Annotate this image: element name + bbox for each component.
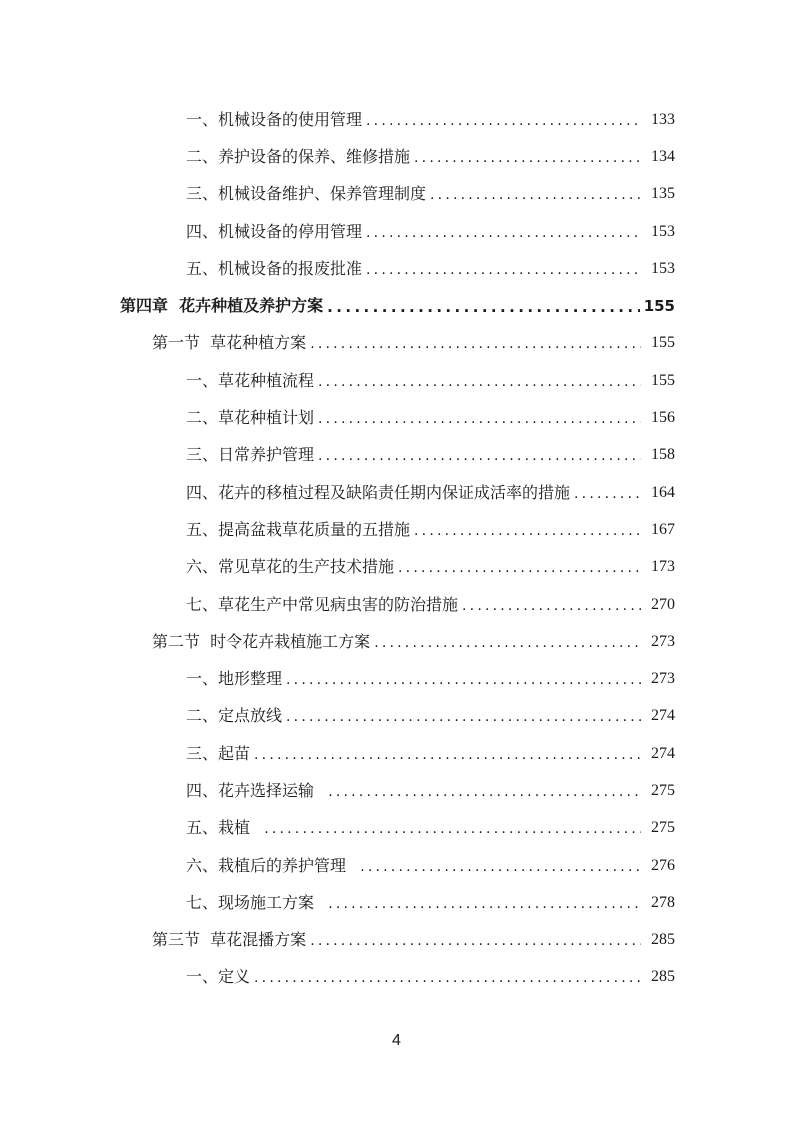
toc-entry-label: 四、花卉的移植过程及缺陷责任期内保证成活率的措施	[186, 482, 571, 502]
toc-section-entry[interactable]	[0, 922, 793, 959]
toc-entry[interactable]	[0, 959, 793, 996]
toc-entry-label: 三、起苗	[186, 743, 251, 763]
toc-entry-page: 164	[651, 483, 675, 501]
toc-entry-page: 273	[651, 670, 675, 688]
toc-entry[interactable]	[0, 437, 793, 474]
toc-dot-leader	[374, 633, 641, 653]
toc-dot-leader	[286, 670, 641, 690]
toc-dot-leader	[318, 446, 641, 466]
toc-entry[interactable]	[0, 549, 793, 586]
toc-entry[interactable]	[0, 362, 793, 399]
toc-entry-page: 275	[651, 781, 675, 799]
toc-dot-leader	[574, 484, 641, 504]
toc-dot-leader	[430, 185, 641, 205]
toc-entry-label: 七、现场施工方案	[186, 892, 325, 912]
toc-entry-label: 二、定点放线	[186, 706, 283, 726]
toc-entry-page: 274	[651, 707, 675, 725]
toc-entry-label: 七、草花生产中常见病虫害的防治措施	[186, 594, 459, 614]
toc-entry[interactable]	[0, 474, 793, 511]
toc-entry-label: 二、草花种植计划	[186, 408, 315, 428]
toc-dot-leader	[310, 334, 641, 354]
toc-entry-label: 第二节 时令花卉栽植施工方案	[152, 631, 371, 651]
toc-entry-label: 四、机械设备的停用管理	[186, 221, 363, 241]
toc-entry-label: 第四章 花卉种植及养护方案	[120, 296, 324, 316]
toc-entry-label: 一、地形整理	[186, 669, 283, 689]
toc-dot-leader	[360, 857, 641, 877]
toc-entry-page: 153	[651, 222, 675, 240]
toc-entry-page: 276	[651, 856, 675, 874]
toc-dot-leader	[366, 111, 641, 131]
toc-entry[interactable]	[0, 660, 793, 697]
toc-dot-leader	[318, 372, 641, 392]
toc-entry-page: 158	[651, 446, 675, 464]
toc-dot-leader	[414, 521, 641, 541]
toc-entry-page: 135	[651, 185, 675, 203]
toc-entry-page: 270	[651, 595, 675, 613]
toc-entry-page: 274	[651, 744, 675, 762]
toc-entry-page: 173	[651, 558, 675, 576]
toc-entry[interactable]	[0, 586, 793, 623]
toc-entry-label: 三、日常养护管理	[186, 445, 315, 465]
toc-dot-leader	[414, 148, 641, 168]
toc-entry-page: 285	[651, 968, 675, 986]
toc-dot-leader	[328, 894, 641, 914]
toc-entry-page: 153	[651, 259, 675, 277]
toc-dot-leader	[286, 707, 641, 727]
toc-entry[interactable]	[0, 884, 793, 921]
toc-entry[interactable]	[0, 138, 793, 175]
toc-entry[interactable]	[0, 810, 793, 847]
toc-entry-label: 五、提高盆栽草花质量的五措施	[186, 519, 411, 539]
toc-entry-label: 六、栽植后的养护管理	[186, 855, 357, 875]
toc-dot-leader	[254, 968, 641, 988]
toc-entry-label: 三、机械设备维护、保养管理制度	[186, 184, 427, 204]
toc-entry-page: 155	[643, 297, 675, 316]
toc-chapter-entry[interactable]	[0, 287, 793, 324]
toc-dot-leader	[328, 782, 641, 802]
table-of-contents	[0, 101, 793, 996]
toc-entry-page: 134	[651, 147, 675, 165]
toc-entry-page: 273	[651, 632, 675, 650]
toc-entry-label: 四、花卉选择运输	[186, 780, 325, 800]
toc-section-entry[interactable]	[0, 325, 793, 362]
toc-entry[interactable]	[0, 250, 793, 287]
toc-entry-page: 155	[651, 334, 675, 352]
toc-entry-page: 285	[651, 931, 675, 949]
toc-entry[interactable]	[0, 847, 793, 884]
toc-entry[interactable]	[0, 511, 793, 548]
toc-entry[interactable]	[0, 698, 793, 735]
toc-dot-leader	[398, 558, 641, 578]
toc-dot-leader	[264, 819, 641, 839]
toc-entry-page: 167	[651, 520, 675, 538]
toc-entry-label: 六、常见草花的生产技术措施	[186, 557, 395, 577]
toc-entry[interactable]	[0, 735, 793, 772]
toc-entry-page: 278	[651, 893, 675, 911]
toc-entry-page: 133	[651, 110, 675, 128]
toc-entry-page: 155	[651, 371, 675, 389]
toc-entry[interactable]	[0, 101, 793, 138]
toc-entry-label: 第三节 草花混播方案	[152, 930, 307, 950]
toc-entry-label: 一、草花种植流程	[186, 370, 315, 390]
toc-dot-leader	[327, 297, 640, 317]
toc-dot-leader	[462, 596, 641, 616]
toc-dot-leader	[366, 260, 641, 280]
toc-entry-label: 五、栽植	[186, 818, 261, 838]
page-number: 4	[392, 1032, 401, 1049]
toc-dot-leader	[318, 409, 641, 429]
toc-entry-label: 一、机械设备的使用管理	[186, 109, 363, 129]
toc-entry[interactable]	[0, 772, 793, 809]
toc-entry-label: 一、定义	[186, 967, 251, 987]
toc-entry[interactable]	[0, 213, 793, 250]
toc-entry-page: 156	[651, 409, 675, 427]
toc-entry-label: 二、养护设备的保养、维修措施	[186, 146, 411, 166]
toc-dot-leader	[366, 223, 641, 243]
toc-entry-label: 五、机械设备的报废批准	[186, 258, 363, 278]
toc-entry-page: 275	[651, 819, 675, 837]
toc-entry-label: 第一节 草花种植方案	[152, 333, 307, 353]
toc-dot-leader	[310, 931, 641, 951]
toc-dot-leader	[254, 745, 641, 765]
toc-section-entry[interactable]	[0, 623, 793, 660]
toc-entry[interactable]	[0, 399, 793, 436]
toc-entry[interactable]	[0, 176, 793, 213]
